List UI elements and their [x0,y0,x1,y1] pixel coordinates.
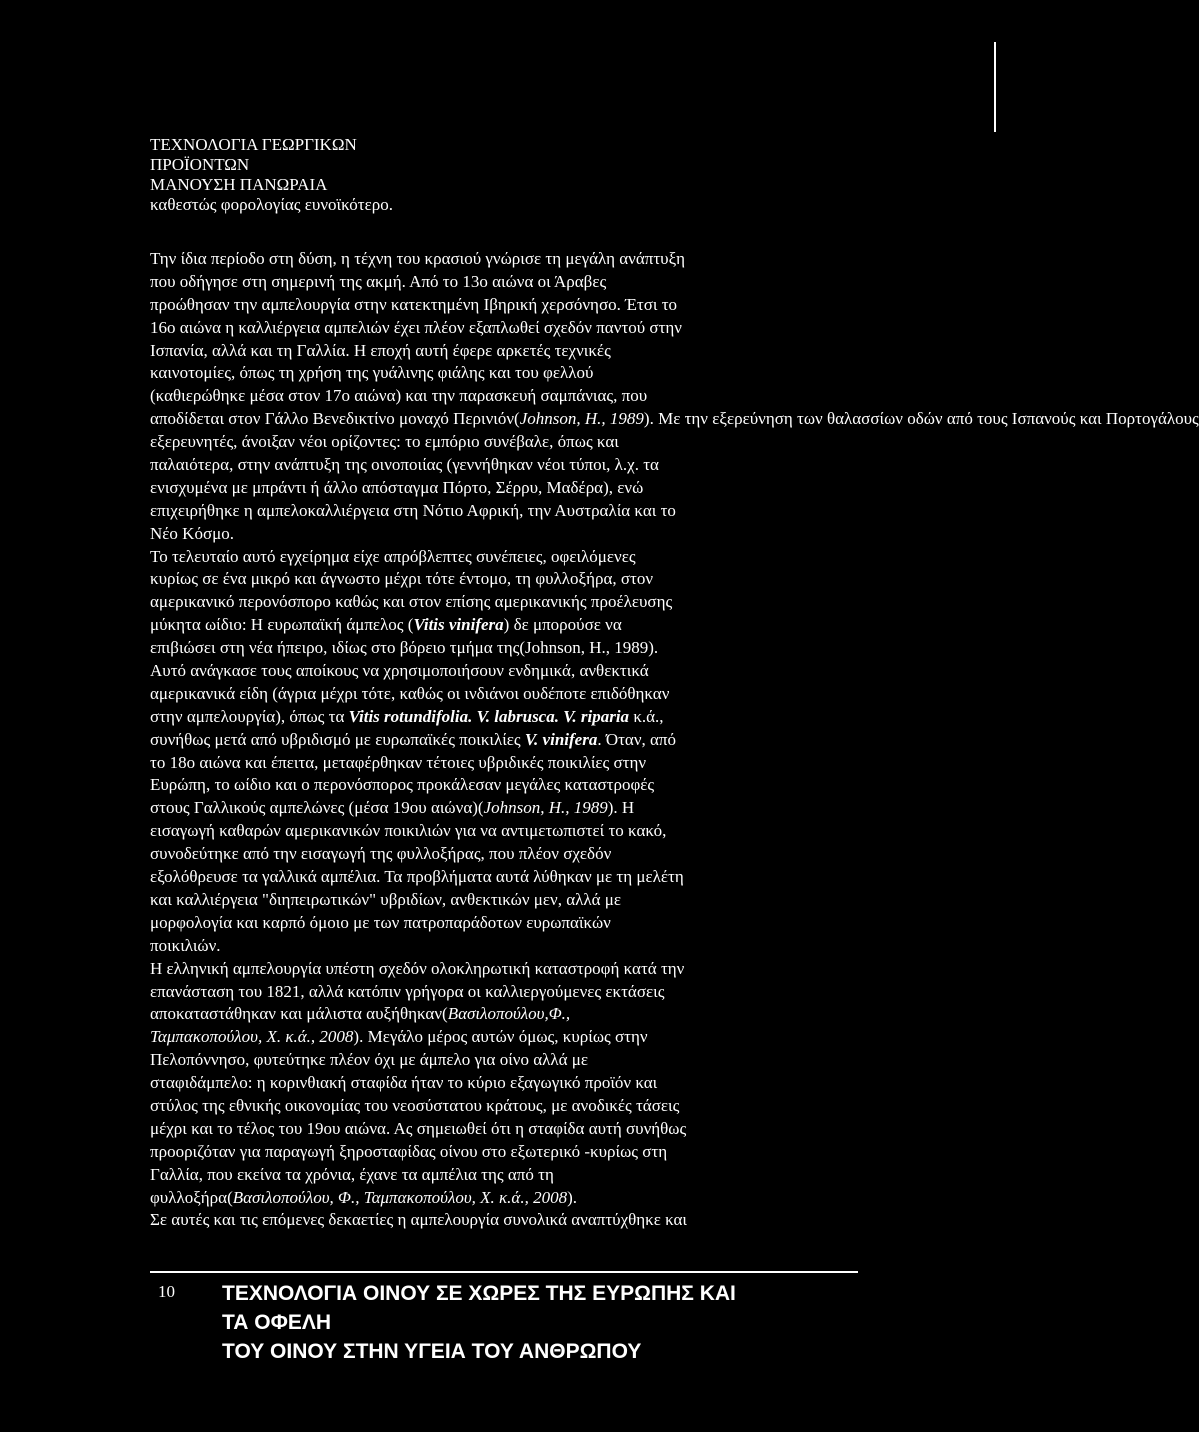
text-line: στύλος της εθνικής οικονομίας του νεοσύστατου κράτους, με ανοδικές τάσεις [150,1095,680,1115]
citation: Βασιλοπούλου,Φ., [447,1004,571,1024]
text-line: Το τελευταίο αυτό εγχείρημα είχε απρόβλεπτες συνέπειες, οφειλόμενες [150,546,636,566]
header-line: ΠΡΟΪΟΝΤΩΝ [150,155,250,174]
text-line: το 18ο αιώνα και έπειτα, μεταφέρθηκαν τέτοιες υβριδικές ποικιλίες στην [150,752,647,772]
text-line: αμερικανικό περονόσπορο καθώς και στον επίσης αμερικανικής προέλευσης [150,592,673,612]
text-line: επιβιώσει στη νέα ήπειρο, ιδίως στο βόρειο τμήμα της(Johnson, H., 1989). [150,638,659,658]
species-name: Vitis vinifera [413,615,504,635]
text-line: Πελοπόννησο, φυτεύτηκε πλέον όχι με άμπελο για οίνο αλλά με [150,1050,589,1070]
text-line: επανάσταση του 1821, αλλά κατόπιν γρήγορα οι καλλιεργούμενες εκτάσεις [150,981,665,1001]
text-line: Αυτό ανάγκασε τους αποίκους να χρησιμοποιήσουν ενδημικά, ανθεκτικά [150,661,649,681]
text-line: προώθησαν την αμπελουργία στην κατεκτημένη Ιβηρική χερσόνησο. Έτσι το [150,294,678,314]
body-text [150,248,1199,1232]
text-line [150,408,1199,431]
text-line: εξολόθρευσε τα γαλλικά αμπέλια. Τα προβλήματα αυτά λύθηκαν με τη μελέτη [150,867,684,887]
species-name: Vitis rotundifolia. V. labrusca. V. riparia [348,706,630,726]
page-number: 10 [158,1282,175,1301]
footer-title-line: ΤΑ ΟΦΕΛΗ [222,1311,332,1334]
text-line [150,797,850,820]
header-line: ΤΕΧΝΟΛΟΓΙΑ ΓΕΩΡΓΙΚΩΝ [150,135,357,154]
header-continuation: καθεστώς φορολογίας ευνοϊκότερο. [150,195,393,214]
footer-title-line: ΤΟΥ ΟΙΝΟΥ ΣΤΗΝ ΥΓΕΙΑ ΤΟΥ ΑΝΘΡΩΠΟΥ [222,1340,642,1363]
citation: Johnson, H., 1989 [519,409,644,429]
text-line: καινοτομίες, όπως τη χρήση της γυάλινης φιάλης και του φελλού [150,363,594,383]
text-line [150,729,850,752]
text-run: στην αμπελουργία), όπως τα [150,706,349,726]
margin-rule [994,42,996,132]
text-line [150,614,850,637]
footer-title-line: ΤΕΧΝΟΛΟΓΙΑ ΟΙΝΟΥ ΣΕ ΧΩΡΕΣ ΤΗΣ ΕΥΡΩΠΗΣ ΚΑΙ [222,1282,736,1305]
text-line: εξερευνητές, άνοιξαν νέοι ορίζοντες: το εμπόριο συνέβαλε, όπως και [150,432,619,452]
text-line: μορφολογία και καρπό όμοιο με των πατροπαράδοτων ευρωπαϊκών [150,912,611,932]
text-run: κ.ά., [629,706,664,726]
species-name: V. vinifera [524,729,598,749]
text-run: στους Γαλλικούς αμπελώνες (μέσα 19ου αιώνα)( [150,798,484,818]
text-line: αμερικανικά είδη (άγρια μέχρι τότε, καθώς οι ινδιάνοι ουδέποτε επιδόθηκαν [150,683,670,703]
text-run: ) δε μπορούσε να [503,615,622,635]
text-line: Ευρώπη, το ωίδιο και ο περονόσπορος προκάλεσαν μεγάλες καταστροφές [150,775,655,795]
citation: Johnson, H., 1989 [483,798,608,818]
header-line: ΜΑΝΟΥΣΗ ΠΑΝΩΡΑΙΑ [150,175,328,194]
text-run: Με την εξερεύνηση των θαλασσίων οδών από τους Ισπανούς και Πορτογάλους [658,409,1199,429]
text-line: σταφιδάμπελο: η κορινθιακή σταφίδα ήταν το κύριο εξαγωγικό προϊόν και [150,1073,658,1093]
text-line: ποικιλιών. [150,935,221,955]
text-line: (καθιερώθηκε μέσα στον 17ο αιώνα) και την παρασκευή σαμπάνιας, που [150,386,648,406]
text-line: συνοδεύτηκε από την εισαγωγή της φυλλοξήρας, που πλέον σχεδόν [150,844,612,864]
text-line: και καλλιέργεια "διηπειρωτικών" υβριδίων, ανθεκτικών μεν, αλλά με [150,889,622,909]
text-line [150,1187,850,1210]
citation: Ταμπακοπούλου, Χ. κ.ά., 2008 [150,1027,354,1047]
text-line [150,1003,850,1026]
text-line: Ισπανία, αλλά και τη Γαλλία. Η εποχή αυτή έφερε αρκετές τεχνικές [150,340,611,360]
text-line: κυρίως σε ένα μικρό και άγνωστο μέχρι τότε έντομο, τη φυλλοξήρα, στον [150,569,654,589]
running-header [150,135,393,215]
footer-rule [150,1271,858,1273]
text-run: φυλλοξήρα( [150,1187,233,1207]
text-line: εισαγωγή καθαρών αμερικανικών ποικιλιών για να αντιμετωπιστεί το κακό, [150,821,667,841]
text-run: . Όταν, από [597,729,677,749]
text-run: ). [567,1187,578,1207]
text-line: Νέο Κόσμο. [150,523,234,543]
text-run: ). [643,409,654,429]
text-run: μύκητα ωίδιο: Η ευρωπαϊκή άμπελος ( [150,615,414,635]
text-line: επιχειρήθηκε η αμπελοκαλλιέργεια στη Νότιο Αφρική, την Αυστραλία και το [150,500,676,520]
text-line: Την ίδια περίοδο στη δύση, η τέχνη του κρασιού γνώρισε τη μεγάλη ανάπτυξη [150,249,686,268]
text-run: αποκαταστάθηκαν και μάλιστα αυξήθηκαν( [150,1004,448,1024]
text-line: μέχρι και το τέλος του 19ου αιώνα. Ας σημειωθεί ότι η σταφίδα αυτή συνήθως [150,1118,687,1138]
text-run: αποδίδεται στον Γάλλο Βενεδικτίνο μοναχό Περινιόν( [150,409,520,429]
text-run: ). Μεγάλο μέρος αυτών όμως, κυρίως στην [353,1027,648,1047]
text-line: που οδήγησε στη σημερινή της ακμή. Από το 13ο αιώνα οι Άραβες [150,271,607,291]
text-line [150,1026,850,1049]
footer-title [222,1279,862,1366]
text-line: παλαιότερα, στην ανάπτυξη της οινοποιίας (γεννήθηκαν νέοι τύποι, λ.χ. τα [150,455,659,475]
text-line: προοριζόταν για παραγωγή ξηροσταφίδας οίνου στο εξωτερικό -κυρίως στη [150,1141,668,1161]
text-line [150,706,850,729]
text-run: ). Η [607,798,635,818]
text-run: συνήθως μετά από υβριδισμό με ευρωπαϊκές ποικιλίες [150,729,525,749]
text-line: Γαλλία, που εκείνα τα χρόνια, έχανε τα αμπέλια της από τη [150,1164,554,1184]
text-line: 16ο αιώνα η καλλιέργεια αμπελιών έχει πλέον εξαπλωθεί σχεδόν παντού στην [150,317,682,337]
citation: Βασιλοπούλου, Φ., Ταμπακοπούλου, Χ. κ.ά., 2008 [232,1187,568,1207]
text-line: ενισχυμένα με μπράντι ή άλλο απόσταγμα Πόρτο, Σέρρυ, Μαδέρα), ενώ [150,477,644,497]
text-line: Η ελληνική αμπελουργία υπέστη σχεδόν ολοκληρωτική καταστροφή κατά την [150,958,685,978]
text-line: Σε αυτές και τις επόμενες δεκαετίες η αμπελουργία συνολικά αναπτύχθηκε και [150,1210,687,1230]
